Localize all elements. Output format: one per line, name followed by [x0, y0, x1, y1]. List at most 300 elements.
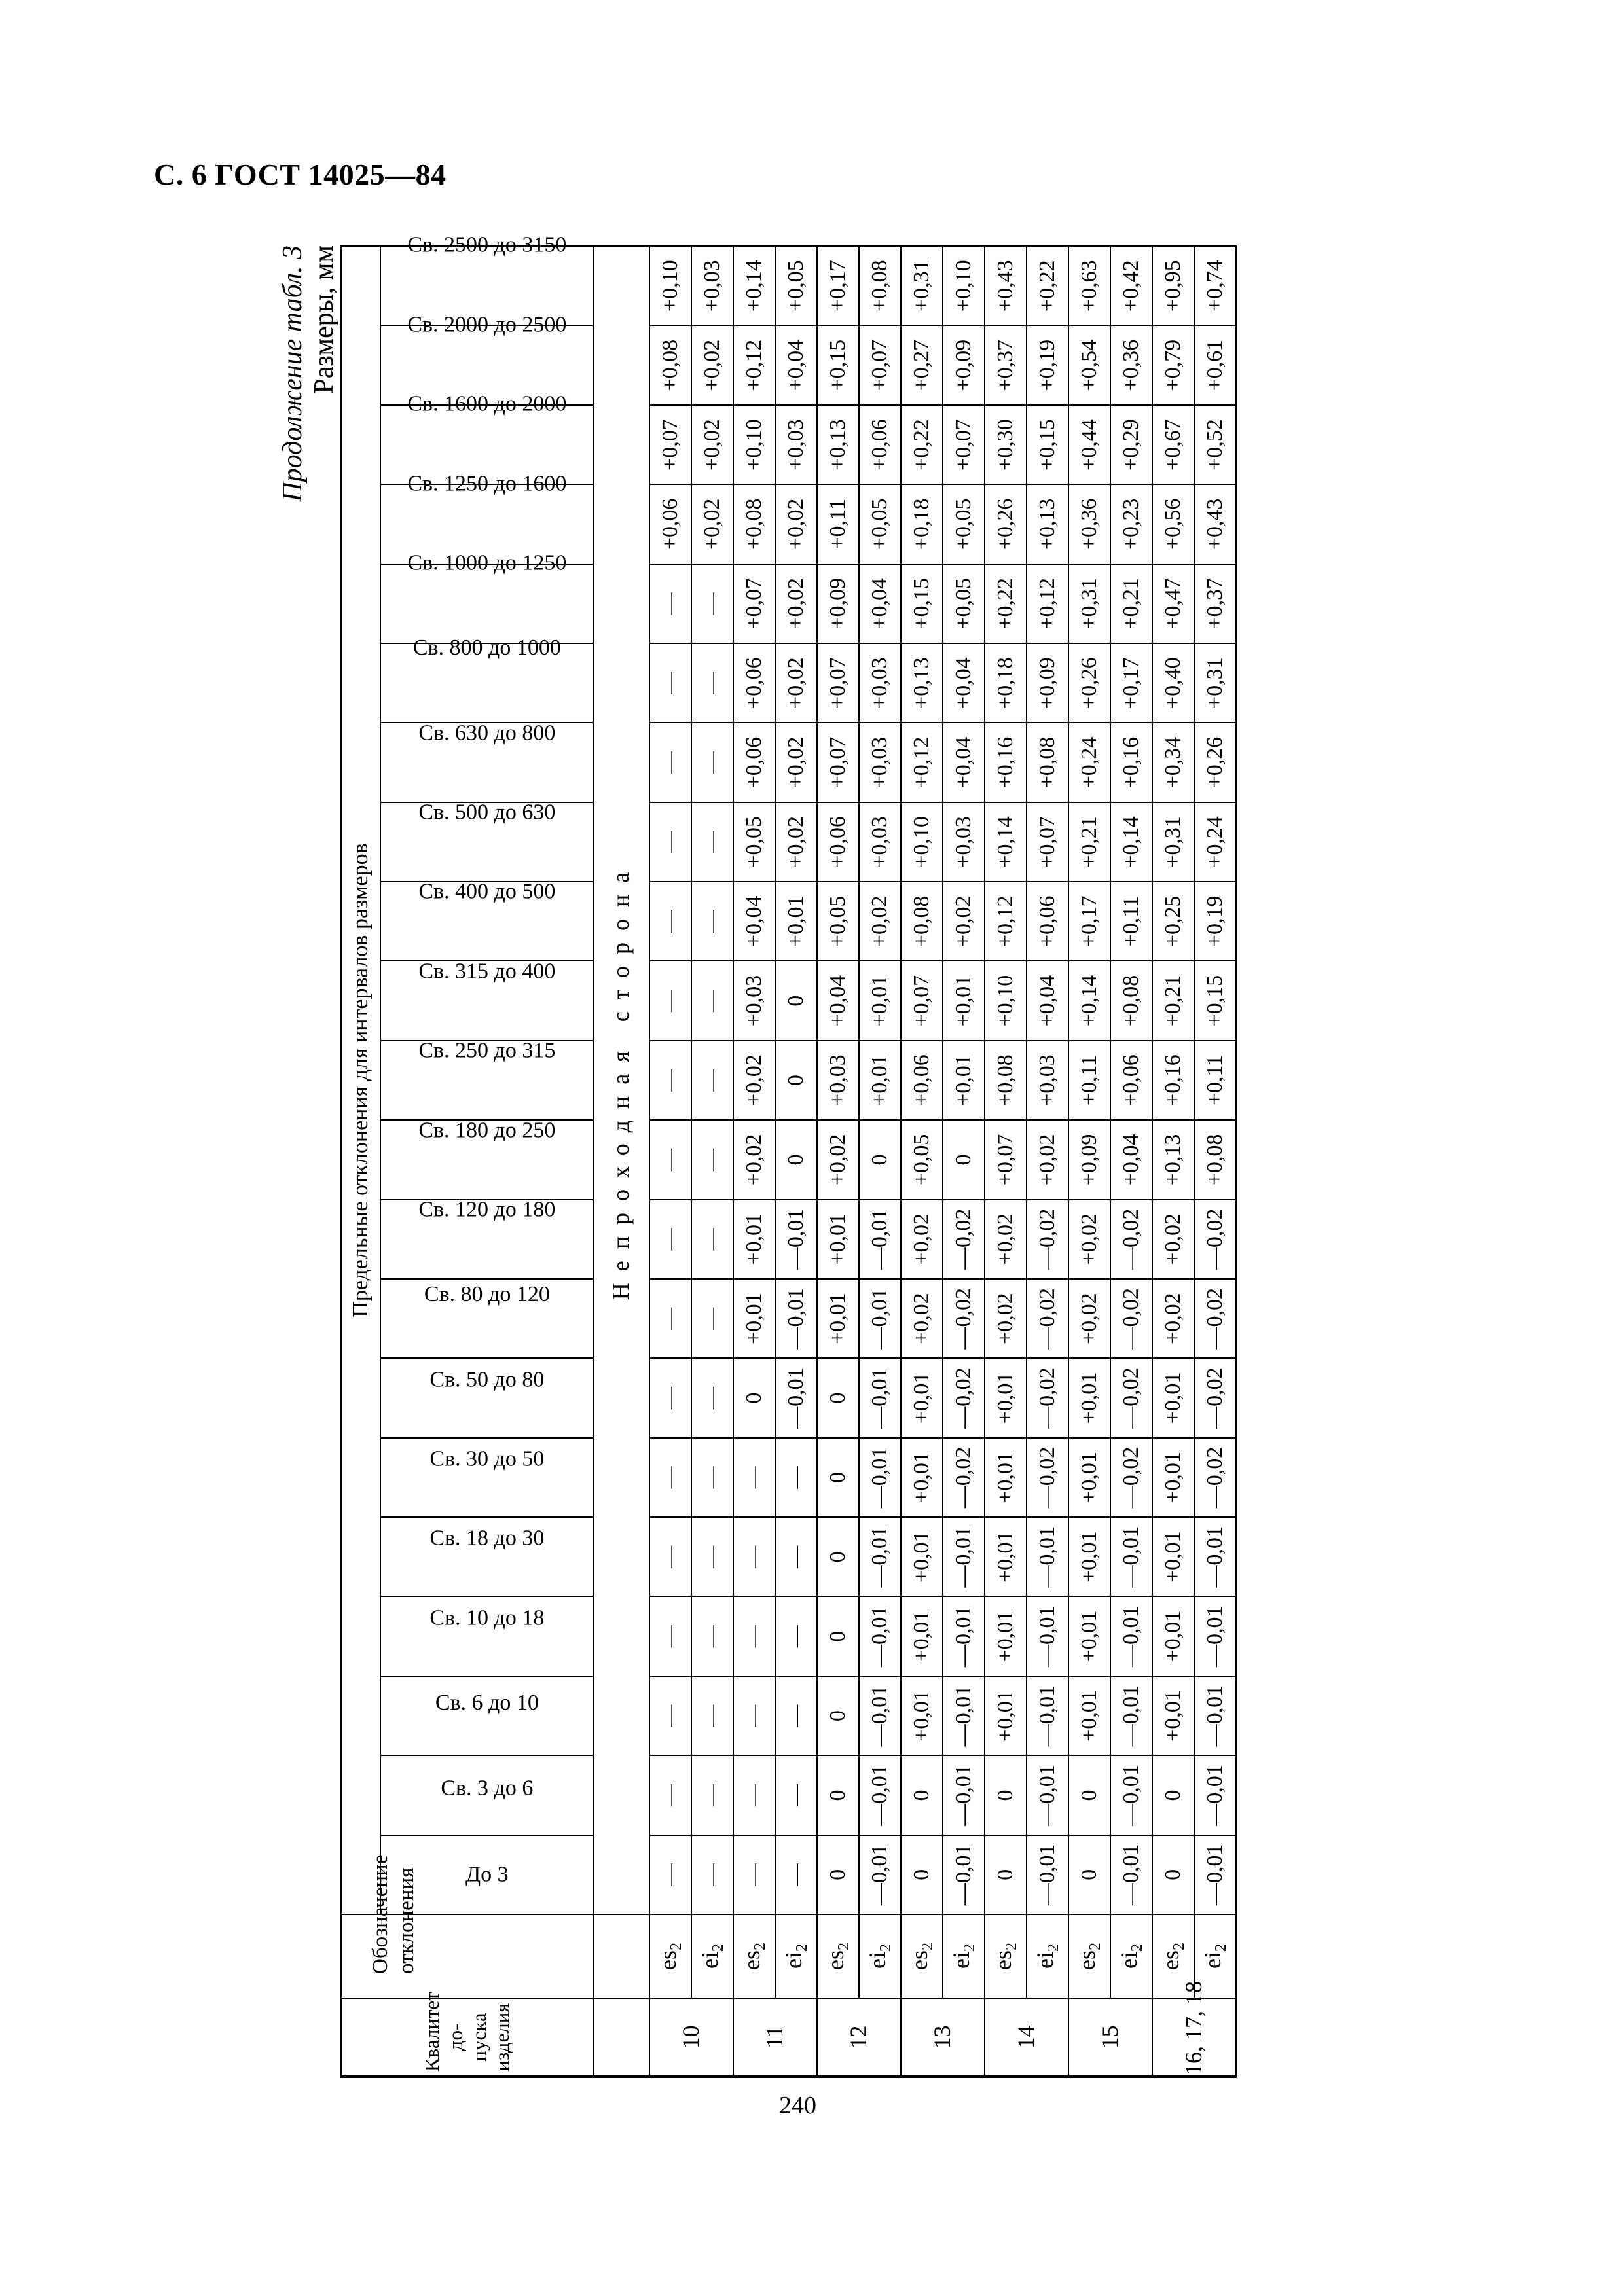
header-size-range — [380, 1755, 593, 1835]
deviation-value: +0,15 — [901, 564, 943, 643]
deviation-value: 0 — [817, 1597, 859, 1676]
deviation-value: —0,01 — [1194, 1835, 1236, 1914]
header-size-range — [380, 1438, 593, 1517]
deviation-subscript: 2 — [835, 1943, 852, 1950]
deviation-value: +0,03 — [733, 961, 775, 1041]
deviation-value: +0,21 — [1068, 802, 1110, 882]
table-units-caption: Размеры, мм — [309, 245, 339, 394]
deviation-value: +0,15 — [817, 326, 859, 405]
deviation-value: +0,10 — [943, 246, 985, 326]
deviation-value: — — [691, 1597, 733, 1676]
deviation-value: +0,43 — [985, 246, 1027, 326]
deviation-value: —0,01 — [1110, 1517, 1152, 1596]
deviation-value: 0 — [817, 1835, 859, 1914]
qualitet-cell: 15 — [1068, 1998, 1152, 2077]
table-row — [1068, 246, 1110, 2077]
deviation-value: +0,02 — [901, 1200, 943, 1279]
deviation-value: +0,02 — [1152, 1279, 1194, 1358]
deviation-value: — — [649, 1200, 691, 1279]
deviation-designation — [901, 1914, 943, 1998]
header-size-range — [380, 1038, 593, 1120]
deviation-value: —0,01 — [775, 1200, 817, 1279]
deviation-value: +0,24 — [1194, 802, 1236, 882]
header-size-range — [380, 882, 593, 961]
header-size-range — [380, 1676, 593, 1755]
deviation-value: +0,03 — [859, 643, 901, 723]
deviation-value: +0,42 — [1110, 246, 1152, 326]
deviation-value: +0,14 — [1110, 802, 1152, 882]
deviation-value: +0,08 — [859, 246, 901, 326]
deviation-value: +0,09 — [1027, 643, 1068, 723]
header-qualitet: Квалитет до-пуска изделия — [341, 1998, 593, 2077]
deviation-subscript: 2 — [919, 1943, 936, 1950]
deviation-value: —0,02 — [1027, 1279, 1068, 1358]
deviation-value: +0,02 — [1068, 1279, 1110, 1358]
deviation-value: +0,07 — [733, 564, 775, 643]
deviation-value: — — [691, 564, 733, 643]
deviation-value: +0,09 — [1068, 1120, 1110, 1199]
deviation-subscript: 2 — [1087, 1943, 1104, 1950]
deviation-value: — — [691, 1200, 733, 1279]
deviation-value: +0,67 — [1152, 405, 1194, 484]
deviation-value: +0,43 — [1194, 484, 1236, 564]
deviation-value: —0,01 — [1027, 1517, 1068, 1596]
table-row — [649, 246, 691, 2077]
deviation-value: +0,12 — [901, 723, 943, 802]
deviation-value: +0,01 — [985, 1358, 1027, 1437]
deviation-value: —0,02 — [1110, 1358, 1152, 1437]
deviation-value: — — [649, 1438, 691, 1517]
size-range-label: Св. 120 до 180 — [418, 1197, 556, 1222]
deviation-value: +0,12 — [1027, 564, 1068, 643]
deviation-value: +0,13 — [1027, 484, 1068, 564]
deviation-value: —0,01 — [1194, 1597, 1236, 1676]
deviation-value: +0,06 — [649, 484, 691, 564]
deviation-value: +0,16 — [1110, 723, 1152, 802]
deviation-value: — — [649, 1597, 691, 1676]
deviation-value: —0,01 — [1194, 1676, 1236, 1755]
deviation-value: +0,08 — [649, 326, 691, 405]
qualitet-cell: 12 — [817, 1998, 901, 2077]
deviation-value: —0,01 — [859, 1279, 901, 1358]
size-range-label: Св. 10 до 18 — [429, 1605, 545, 1630]
deviation-value: +0,02 — [775, 643, 817, 723]
deviation-value: 0 — [943, 1120, 985, 1199]
deviation-value: +0,11 — [1068, 1041, 1110, 1120]
deviation-symbol: ei — [696, 1952, 723, 1969]
deviation-subscript: 2 — [793, 1944, 811, 1952]
deviation-value: +0,08 — [1194, 1120, 1236, 1199]
deviation-value: — — [775, 1517, 817, 1596]
deviation-value: —0,02 — [1027, 1358, 1068, 1437]
deviation-value: +0,04 — [733, 882, 775, 961]
deviation-value: +0,12 — [985, 882, 1027, 961]
deviation-value: — — [691, 961, 733, 1041]
deviation-value: +0,05 — [943, 484, 985, 564]
empty-cell — [593, 1998, 649, 2077]
deviation-value: +0,09 — [943, 326, 985, 405]
deviation-value: +0,24 — [1068, 723, 1110, 802]
deviation-value: +0,56 — [1152, 484, 1194, 564]
deviation-value: 0 — [775, 1120, 817, 1199]
deviation-value: +0,02 — [859, 882, 901, 961]
deviation-value: +0,31 — [1068, 564, 1110, 643]
deviation-value: +0,13 — [1152, 1120, 1194, 1199]
rotated-table-area — [219, 233, 1230, 2078]
deviation-value: 0 — [775, 961, 817, 1041]
deviation-value: +0,11 — [1194, 1041, 1236, 1120]
deviation-value: +0,31 — [1194, 643, 1236, 723]
header-designation: Обозначение отклонения — [341, 1914, 593, 1998]
deviation-value: +0,07 — [1027, 802, 1068, 882]
deviation-value: — — [775, 1597, 817, 1676]
page-number: 240 — [779, 2092, 816, 2119]
deviation-value: —0,01 — [859, 1835, 901, 1914]
deviation-designation — [859, 1914, 901, 1998]
deviation-value: — — [649, 802, 691, 882]
deviation-value: —0,01 — [943, 1517, 985, 1596]
table-row — [859, 246, 901, 2077]
deviation-value: —0,02 — [1027, 1200, 1068, 1279]
deviation-value: +0,15 — [1194, 961, 1236, 1041]
header-size-range — [380, 1517, 593, 1596]
deviation-value: — — [649, 643, 691, 723]
deviation-value: +0,07 — [859, 326, 901, 405]
deviation-value: +0,22 — [901, 405, 943, 484]
deviation-value: +0,47 — [1152, 564, 1194, 643]
deviation-value: +0,19 — [1194, 882, 1236, 961]
deviation-value: +0,17 — [817, 246, 859, 326]
deviation-value: +0,01 — [817, 1279, 859, 1358]
deviation-value: +0,07 — [985, 1120, 1027, 1199]
deviation-value: —0,01 — [943, 1597, 985, 1676]
header-size-range — [380, 961, 593, 1041]
deviation-value: 0 — [817, 1517, 859, 1596]
deviation-value: +0,11 — [1110, 882, 1152, 961]
deviation-value: +0,07 — [943, 405, 985, 484]
deviation-value: — — [649, 882, 691, 961]
deviation-value: +0,06 — [859, 405, 901, 484]
deviation-value: — — [649, 1120, 691, 1199]
table-row — [775, 246, 817, 2077]
deviation-designation — [691, 1914, 733, 1998]
deviation-value: +0,07 — [817, 723, 859, 802]
deviation-symbol: es — [905, 1950, 932, 1970]
deviation-value: +0,10 — [985, 961, 1027, 1041]
deviation-value: +0,05 — [733, 802, 775, 882]
deviation-value: +0,13 — [817, 405, 859, 484]
deviation-value: —0,02 — [1194, 1279, 1236, 1358]
deviation-value: — — [733, 1517, 775, 1596]
size-range-label: Св. 630 до 800 — [418, 721, 556, 745]
deviation-value: +0,07 — [817, 643, 859, 723]
deviation-value: — — [691, 1279, 733, 1358]
table-row — [1194, 246, 1236, 2077]
deviation-subscript: 2 — [1129, 1944, 1146, 1952]
deviation-subscript: 2 — [710, 1944, 727, 1952]
deviation-value: +0,27 — [901, 326, 943, 405]
deviation-subscript: 2 — [961, 1944, 978, 1952]
deviation-value: +0,02 — [901, 1279, 943, 1358]
deviation-subscript: 2 — [1213, 1944, 1230, 1952]
deviation-symbol: es — [989, 1950, 1016, 1970]
deviation-value: — — [691, 882, 733, 961]
header-size-range — [380, 1597, 593, 1676]
deviation-value: +0,63 — [1068, 246, 1110, 326]
deviation-value: —0,02 — [943, 1200, 985, 1279]
deviation-value: 0 — [733, 1358, 775, 1437]
deviation-value: 0 — [817, 1755, 859, 1835]
header-size-range — [380, 1358, 593, 1437]
deviation-value: +0,01 — [733, 1200, 775, 1279]
page-header: С. 6 ГОСТ 14025—84 — [154, 158, 447, 191]
deviation-value: +0,03 — [1027, 1041, 1068, 1120]
deviation-value: +0,22 — [1027, 246, 1068, 326]
deviation-value: —0,01 — [859, 1517, 901, 1596]
deviation-value: — — [733, 1755, 775, 1835]
deviation-value: +0,09 — [817, 564, 859, 643]
deviation-value: +0,02 — [691, 484, 733, 564]
deviation-value: +0,06 — [1110, 1041, 1152, 1120]
deviation-value: —0,01 — [859, 1358, 901, 1437]
side-label: Непроходная сторона — [593, 246, 649, 1914]
deviation-value: +0,01 — [985, 1517, 1027, 1596]
deviation-value: — — [691, 1120, 733, 1199]
deviation-value: +0,04 — [775, 326, 817, 405]
deviation-value: — — [733, 1676, 775, 1755]
deviation-subscript: 2 — [668, 1943, 685, 1950]
deviation-value: +0,44 — [1068, 405, 1110, 484]
deviation-value: —0,02 — [1194, 1438, 1236, 1517]
deviation-value: +0,02 — [985, 1200, 1027, 1279]
deviation-value: +0,02 — [733, 1120, 775, 1199]
deviation-table — [340, 233, 1237, 2078]
deviation-value: — — [649, 1358, 691, 1437]
deviation-value: +0,08 — [1110, 961, 1152, 1041]
deviation-value: +0,23 — [1110, 484, 1152, 564]
deviation-value: +0,01 — [985, 1597, 1027, 1676]
deviation-value: —0,01 — [1110, 1597, 1152, 1676]
deviation-value: +0,01 — [901, 1438, 943, 1517]
size-range-label: Св. 500 до 630 — [418, 800, 556, 825]
deviation-value: — — [691, 1517, 733, 1596]
deviation-value: +0,04 — [859, 564, 901, 643]
size-range-label: Св. 180 до 250 — [418, 1118, 556, 1143]
deviation-value: —0,01 — [943, 1755, 985, 1835]
size-range-label: Св. 30 до 50 — [429, 1446, 545, 1471]
table-row — [1110, 246, 1152, 2077]
deviation-value: 0 — [817, 1358, 859, 1437]
deviation-value: —0,02 — [1027, 1438, 1068, 1517]
deviation-value: 0 — [859, 1120, 901, 1199]
deviation-value: —0,01 — [1027, 1835, 1068, 1914]
deviation-value: — — [649, 1755, 691, 1835]
deviation-symbol: ei — [947, 1952, 974, 1969]
deviation-value: +0,01 — [901, 1517, 943, 1596]
size-range-label: Св. 315 до 400 — [418, 959, 556, 984]
deviation-value: +0,01 — [1152, 1358, 1194, 1437]
deviation-value: —0,02 — [1110, 1279, 1152, 1358]
deviation-value: +0,01 — [859, 961, 901, 1041]
deviation-value: +0,04 — [1110, 1120, 1152, 1199]
deviation-value: +0,02 — [1027, 1120, 1068, 1199]
deviation-value: —0,02 — [1110, 1438, 1152, 1517]
deviation-designation — [733, 1914, 775, 1998]
deviation-value: +0,03 — [691, 246, 733, 326]
deviation-value: —0,01 — [1027, 1676, 1068, 1755]
deviation-symbol: es — [738, 1950, 765, 1970]
deviation-value: — — [775, 1438, 817, 1517]
size-range-label: Св. 400 до 500 — [418, 880, 556, 905]
deviation-value: +0,01 — [1152, 1438, 1194, 1517]
deviation-value: +0,04 — [817, 961, 859, 1041]
deviation-value: +0,05 — [901, 1120, 943, 1199]
deviation-value: +0,26 — [1194, 723, 1236, 802]
deviation-value: +0,30 — [985, 405, 1027, 484]
size-range-label: Св. 18 до 30 — [429, 1526, 545, 1551]
deviation-value: +0,01 — [1068, 1438, 1110, 1517]
qualitet-cell: 10 — [649, 1998, 733, 2077]
deviation-value: +0,08 — [901, 882, 943, 961]
deviation-value: — — [649, 1279, 691, 1358]
deviation-value: +0,02 — [817, 1120, 859, 1199]
deviation-subscript: 2 — [1003, 1943, 1020, 1950]
deviation-value: —0,02 — [1194, 1200, 1236, 1279]
deviation-value: — — [649, 1676, 691, 1755]
deviation-value: +0,37 — [985, 326, 1027, 405]
deviation-value: +0,02 — [691, 405, 733, 484]
deviation-symbol: ei — [864, 1952, 890, 1969]
deviation-value: 0 — [901, 1755, 943, 1835]
deviation-value: +0,02 — [1068, 1200, 1110, 1279]
deviation-value: +0,10 — [649, 246, 691, 326]
deviation-value: +0,36 — [1068, 484, 1110, 564]
deviation-value: +0,03 — [817, 1041, 859, 1120]
deviation-value: — — [691, 1835, 733, 1914]
deviation-value: +0,06 — [733, 723, 775, 802]
deviation-value: +0,07 — [901, 961, 943, 1041]
deviation-value: +0,01 — [943, 961, 985, 1041]
deviation-value: +0,07 — [649, 405, 691, 484]
deviation-value: —0,02 — [943, 1438, 985, 1517]
deviation-value: +0,12 — [733, 326, 775, 405]
deviation-value: 0 — [985, 1755, 1027, 1835]
deviation-value: — — [691, 1438, 733, 1517]
deviation-value: — — [775, 1755, 817, 1835]
deviation-value: +0,40 — [1152, 643, 1194, 723]
deviation-designation — [1027, 1914, 1068, 1998]
deviation-value: +0,03 — [775, 405, 817, 484]
size-range-label: Св. 3 до 6 — [440, 1776, 534, 1801]
deviation-value: —0,01 — [1110, 1755, 1152, 1835]
deviation-value: — — [649, 723, 691, 802]
deviation-value: —0,02 — [943, 1279, 985, 1358]
deviation-value: 0 — [1152, 1755, 1194, 1835]
qualitet-cell: 14 — [985, 1998, 1068, 2077]
deviation-value: +0,02 — [775, 802, 817, 882]
deviation-value: —0,01 — [859, 1438, 901, 1517]
deviation-value: +0,37 — [1194, 564, 1236, 643]
deviation-value: +0,01 — [985, 1438, 1027, 1517]
deviation-value: +0,17 — [1068, 882, 1110, 961]
deviation-value: 0 — [985, 1835, 1027, 1914]
deviation-value: +0,08 — [985, 1041, 1027, 1120]
size-range-label: Св. 80 до 120 — [424, 1282, 550, 1307]
deviation-value: — — [775, 1835, 817, 1914]
deviation-designation — [1068, 1914, 1110, 1998]
deviation-value: — — [649, 961, 691, 1041]
deviation-value: +0,04 — [943, 723, 985, 802]
deviation-value: —0,01 — [1194, 1517, 1236, 1596]
table-row — [901, 246, 943, 2077]
deviation-value: — — [691, 1041, 733, 1120]
deviation-value: +0,26 — [1068, 643, 1110, 723]
table-row — [985, 246, 1027, 2077]
deviation-subscript: 2 — [877, 1944, 894, 1952]
deviation-value: 0 — [775, 1041, 817, 1120]
deviation-value: 0 — [1152, 1835, 1194, 1914]
deviation-subscript: 2 — [1171, 1943, 1188, 1950]
size-range-label: Св. 250 до 315 — [418, 1038, 556, 1063]
deviation-value: —0,01 — [859, 1755, 901, 1835]
deviation-value: +0,03 — [943, 802, 985, 882]
deviation-designation — [1110, 1914, 1152, 1998]
deviation-value: — — [649, 564, 691, 643]
deviation-symbol: es — [1157, 1950, 1184, 1970]
deviation-value: — — [691, 1676, 733, 1755]
header-size-range — [380, 802, 593, 882]
table-row — [1152, 246, 1194, 2077]
deviation-value: — — [691, 802, 733, 882]
deviation-designation — [817, 1914, 859, 1998]
deviation-value: +0,11 — [817, 484, 859, 564]
deviation-value: —0,01 — [1027, 1597, 1068, 1676]
deviation-value: +0,18 — [901, 484, 943, 564]
deviation-value: +0,02 — [691, 326, 733, 405]
deviation-value: — — [691, 1358, 733, 1437]
deviation-value: — — [733, 1438, 775, 1517]
deviation-value: —0,01 — [859, 1200, 901, 1279]
deviation-value: +0,06 — [1027, 882, 1068, 961]
deviation-value: +0,01 — [733, 1279, 775, 1358]
deviation-value: — — [691, 723, 733, 802]
deviation-value: +0,36 — [1110, 326, 1152, 405]
header-size-range — [380, 636, 593, 723]
table-row — [943, 246, 985, 2077]
deviation-value: +0,02 — [733, 1041, 775, 1120]
deviation-value: —0,02 — [1110, 1200, 1152, 1279]
deviation-value: +0,01 — [1068, 1517, 1110, 1596]
deviation-value: +0,61 — [1194, 326, 1236, 405]
size-range-label: До 3 — [465, 1862, 509, 1887]
header-size-range — [380, 1197, 593, 1279]
deviation-value: +0,18 — [985, 643, 1027, 723]
deviation-value: +0,10 — [733, 405, 775, 484]
deviation-value: — — [691, 1755, 733, 1835]
size-range-label: Св. 50 до 80 — [429, 1367, 545, 1392]
deviation-value: —0,02 — [1194, 1358, 1236, 1437]
deviation-value: +0,01 — [901, 1597, 943, 1676]
deviation-symbol: ei — [780, 1952, 807, 1969]
deviation-value: —0,01 — [859, 1597, 901, 1676]
deviation-symbol: ei — [1115, 1952, 1142, 1969]
deviation-value: +0,14 — [1068, 961, 1110, 1041]
deviation-value: +0,05 — [943, 564, 985, 643]
table-row — [1027, 246, 1068, 2077]
deviation-value: — — [649, 1041, 691, 1120]
qualitet-cell: 11 — [733, 1998, 817, 2077]
header-size-range — [380, 550, 593, 643]
